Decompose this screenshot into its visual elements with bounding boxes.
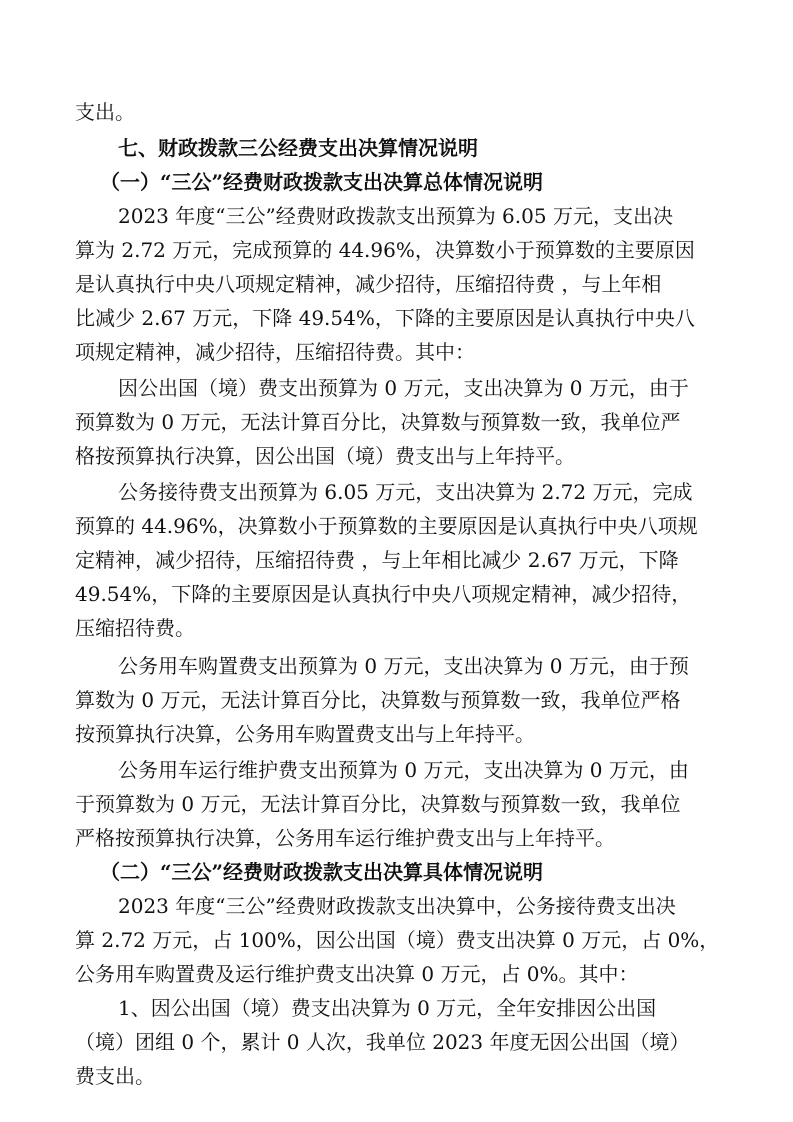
text-line: 于预算数为 0 万元，无法计算百分比，决算数与预算数一致，我单位 <box>75 792 681 816</box>
text-line: 2023 年度“三公”经费财政拨款支出决算中，公务接待费支出决 <box>118 894 676 918</box>
text-line: 格按预算执行决算，因公出国（境）费支出与上年持平。 <box>75 444 575 468</box>
text-line: 算数为 0 万元，无法计算百分比，决算数与预算数一致，我单位严格 <box>75 688 681 712</box>
text-line: 算 2.72 万元，占 100%，因公出国（境）费支出决算 0 万元，占 0%， <box>75 928 720 952</box>
text-line: 算为 2.72 万元，完成预算的 44.96%，决算数小于预算数的主要原因 <box>75 238 695 262</box>
text-line: 1、因公出国（境）费支出决算为 0 万元，全年安排因公出国 <box>118 996 657 1020</box>
subsection-heading: （二）“三公”经费财政拨款支出决算具体情况说明 <box>100 860 544 884</box>
text-line: 公务用车购置费及运行维护费支出决算 0 万元，占 0%。其中： <box>75 962 639 986</box>
subsection-heading: （一）“三公”经费财政拨款支出决算总体情况说明 <box>100 170 544 194</box>
text-line: 定精神，减少招待，压缩招待费 ，与上年相比减少 2.67 万元，下降 <box>75 548 679 572</box>
text-line: 按预算执行决算，公务用车购置费支出与上年持平。 <box>75 722 535 746</box>
text-line: 公务接待费支出预算为 6.05 万元，支出决算为 2.72 万元，完成 <box>118 480 693 504</box>
text-line: 项规定精神，减少招待，压缩招待费。其中： <box>75 340 475 364</box>
text-line: 因公出国（境）费支出预算为 0 万元，支出决算为 0 万元，由于 <box>118 376 689 400</box>
text-line: 公务用车运行维护费支出预算为 0 万元，支出决算为 0 万元，由 <box>118 758 689 782</box>
text-line: 费支出。 <box>75 1064 155 1088</box>
text-line: 2023 年度“三公”经费财政拨款支出预算为 6.05 万元，支出决 <box>118 204 673 228</box>
text-line: 预算的 44.96%，决算数小于预算数的主要原因是认真执行中央八项规 <box>75 514 698 538</box>
text-line: （境）团组 0 个，累计 0 人次，我单位 2023 年度无因公出国（境） <box>75 1030 690 1054</box>
text-line: 严格按预算执行决算，公务用车运行维护费支出与上年持平。 <box>75 826 615 850</box>
text-line: 预算数为 0 万元，无法计算百分比，决算数与预算数一致，我单位严 <box>75 410 681 434</box>
text-line: 公务用车购置费支出预算为 0 万元，支出决算为 0 万元，由于预 <box>118 654 689 678</box>
text-line: 比减少 2.67 万元，下降 49.54%，下降的主要原因是认真执行中央八 <box>75 306 695 330</box>
text-line: 压缩招待费。 <box>75 616 195 640</box>
text-line: 是认真执行中央八项规定精神，减少招待，压缩招待费 ，与上年相 <box>75 272 662 296</box>
text-line: 支出。 <box>75 100 135 124</box>
section-heading: 七、财政拨款三公经费支出决算情况说明 <box>118 136 478 160</box>
text-line: 49.54%，下降的主要原因是认真执行中央八项规定精神，减少招待， <box>75 582 692 606</box>
